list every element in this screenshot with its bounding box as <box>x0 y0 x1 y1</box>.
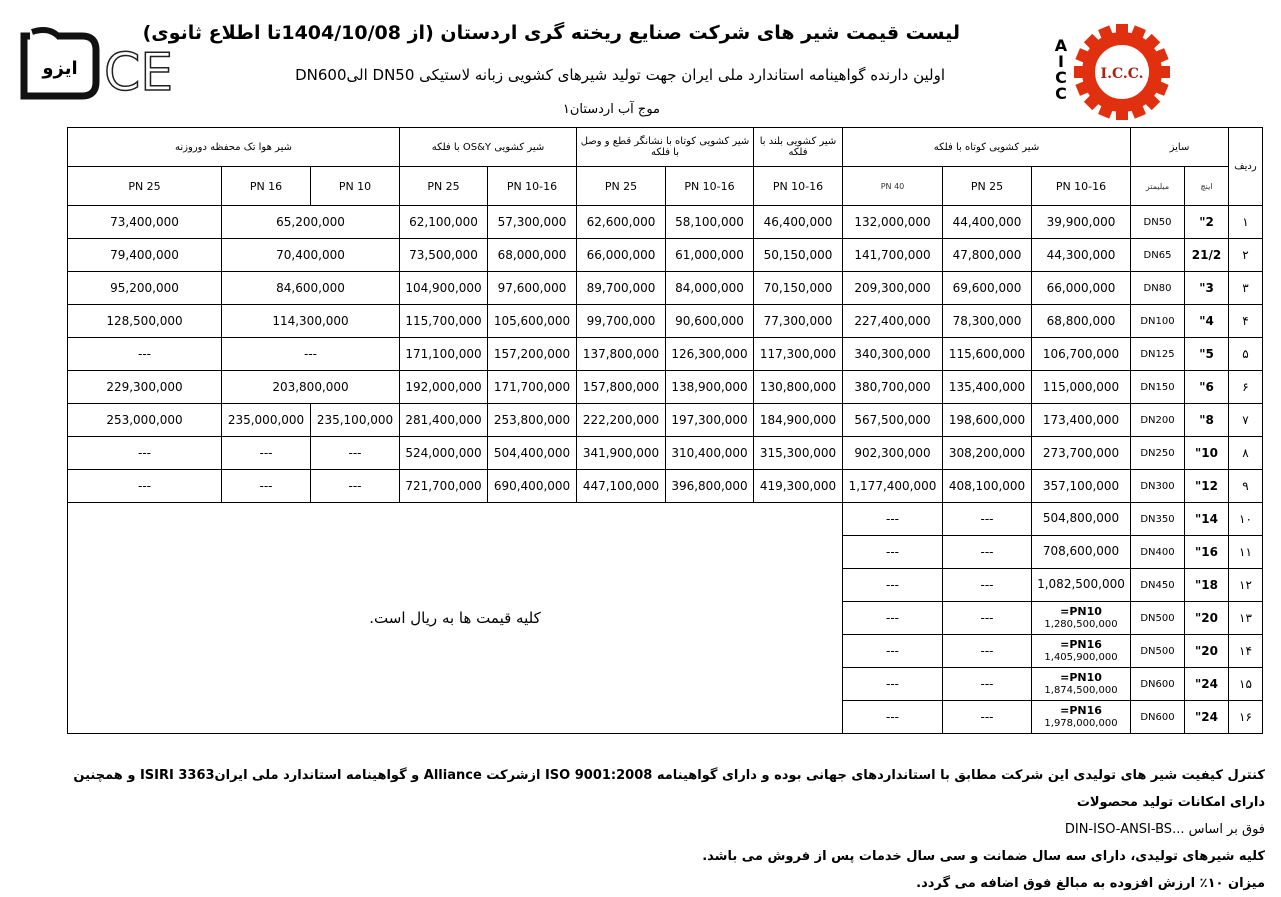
price-short-25: --- <box>943 602 1032 635</box>
row-index: ۳ <box>1229 272 1263 305</box>
price-osy-1016: 171,700,000 <box>488 371 577 404</box>
company-initials: A I C C <box>1054 36 1068 103</box>
price-short-40: 132,000,000 <box>843 206 943 239</box>
price-air-1016: 65,200,000 <box>222 206 400 239</box>
price-long-1016: 184,900,000 <box>754 404 843 437</box>
price-value: 1,405,900,000 <box>1044 651 1118 663</box>
subheader-pn1016: PN 10-16 <box>754 167 843 206</box>
svg-text:ایزو: ایزو <box>42 58 78 79</box>
svg-text:CE: CE <box>104 43 174 103</box>
price-short-25: 308,200,000 <box>943 437 1032 470</box>
subheader-pn40: PN 40 <box>843 167 943 206</box>
price-short-25: --- <box>943 503 1032 536</box>
size-inch: 18" <box>1185 569 1229 602</box>
header-long: شیر کشویی بلند با فلکه <box>754 128 843 167</box>
table-row <box>68 305 1263 338</box>
price-osy-25: 171,100,000 <box>400 338 488 371</box>
price-air-1016: 70,400,000 <box>222 239 400 272</box>
price-short-40: 380,700,000 <box>843 371 943 404</box>
price-short-1016: 173,400,000 <box>1032 404 1131 437</box>
price-osy-1016: 68,000,000 <box>488 239 577 272</box>
price-short-25: 44,400,000 <box>943 206 1032 239</box>
price-short-40: --- <box>843 635 943 668</box>
size-dn: DN350 <box>1131 503 1185 536</box>
row-index: ۸ <box>1229 437 1263 470</box>
price-short-1016 <box>1032 569 1131 602</box>
price-short-1016: 68,800,000 <box>1032 305 1131 338</box>
subheader-pn1016: PN 10-16 <box>488 167 577 206</box>
price-short-25: 115,600,000 <box>943 338 1032 371</box>
price-short-40: --- <box>843 569 943 602</box>
price-value: 504,800,000 <box>1042 511 1120 525</box>
size-inch: 20" <box>1185 602 1229 635</box>
price-indicator-1016: 138,900,000 <box>666 371 754 404</box>
size-inch: 16" <box>1185 536 1229 569</box>
footer-notes <box>40 762 1265 897</box>
price-air-1016: --- <box>222 338 400 371</box>
size-inch: 4" <box>1185 305 1229 338</box>
price-indicator-25: 99,700,000 <box>577 305 666 338</box>
size-inch: 3" <box>1185 272 1229 305</box>
price-indicator-25: 89,700,000 <box>577 272 666 305</box>
size-dn: DN65 <box>1131 239 1185 272</box>
table-row <box>68 338 1263 371</box>
footer-line-1: کنترل کیفیت شیر های تولیدی این شرکت مطابق با استانداردهای جهانی بوده و دارای گواهینامه ISO 9001:2008 ازشرکت Alliance و گواهینامه استاندارد ملی ایرانISIRI 3363 و همچنین دارای امکانات تولید محصولات <box>73 768 1265 810</box>
price-air-25: 73,400,000 <box>68 206 222 239</box>
price-long-1016: 117,300,000 <box>754 338 843 371</box>
price-osy-25: 73,500,000 <box>400 239 488 272</box>
price-air-10: --- <box>311 470 400 503</box>
price-short-1016 <box>1032 668 1131 701</box>
price-short-40: --- <box>843 668 943 701</box>
price-air-1016: 203,800,000 <box>222 371 400 404</box>
price-long-1016: 130,800,000 <box>754 371 843 404</box>
price-air-16: 235,000,000 <box>222 404 311 437</box>
price-indicator-1016: 61,000,000 <box>666 239 754 272</box>
row-index: ۲ <box>1229 239 1263 272</box>
price-short-1016 <box>1032 701 1131 734</box>
price-air-25: 128,500,000 <box>68 305 222 338</box>
size-inch: 12" <box>1185 470 1229 503</box>
header-osy: شیر کشویی OS&Y با فلکه <box>400 128 577 167</box>
size-dn: DN600 <box>1131 668 1185 701</box>
price-indicator-25: 447,100,000 <box>577 470 666 503</box>
subheader-pn25: PN 25 <box>400 167 488 206</box>
price-short-40: --- <box>843 503 943 536</box>
price-short-25: --- <box>943 668 1032 701</box>
price-short-25: 78,300,000 <box>943 305 1032 338</box>
price-short-25: 69,600,000 <box>943 272 1032 305</box>
table-row <box>68 470 1263 503</box>
price-short-1016 <box>1032 635 1131 668</box>
price-osy-25: 524,000,000 <box>400 437 488 470</box>
size-inch: 24" <box>1185 668 1229 701</box>
price-short-40: 902,300,000 <box>843 437 943 470</box>
price-short-40: 340,300,000 <box>843 338 943 371</box>
size-dn: DN80 <box>1131 272 1185 305</box>
subheader-pn25: PN 25 <box>943 167 1032 206</box>
row-index: ۱۲ <box>1229 569 1263 602</box>
price-short-1016: 66,000,000 <box>1032 272 1131 305</box>
price-value: 1,280,500,000 <box>1044 618 1118 630</box>
price-indicator-1016: 396,800,000 <box>666 470 754 503</box>
size-dn: DN500 <box>1131 602 1185 635</box>
price-short-1016: 44,300,000 <box>1032 239 1131 272</box>
price-air-10: --- <box>311 437 400 470</box>
price-short-40: --- <box>843 536 943 569</box>
price-osy-1016: 97,600,000 <box>488 272 577 305</box>
price-indicator-1016: 58,100,000 <box>666 206 754 239</box>
size-dn: DN250 <box>1131 437 1185 470</box>
price-short-25: --- <box>943 569 1032 602</box>
iso-standard-logo <box>20 28 100 104</box>
price-osy-1016: 57,300,000 <box>488 206 577 239</box>
pn-label: PN16= <box>1060 637 1102 651</box>
price-long-1016: 419,300,000 <box>754 470 843 503</box>
size-dn: DN450 <box>1131 569 1185 602</box>
header-short-handwheel: شیر کشویی کوتاه با فلکه <box>843 128 1131 167</box>
price-indicator-25: 62,600,000 <box>577 206 666 239</box>
price-air-1016: 84,600,000 <box>222 272 400 305</box>
size-dn: DN600 <box>1131 701 1185 734</box>
price-osy-25: 192,000,000 <box>400 371 488 404</box>
price-air-10: 235,100,000 <box>311 404 400 437</box>
price-short-1016 <box>1032 536 1131 569</box>
price-short-40: --- <box>843 602 943 635</box>
pn-label: PN10= <box>1060 604 1102 618</box>
price-table <box>67 127 1263 734</box>
price-indicator-1016: 90,600,000 <box>666 305 754 338</box>
row-index: ۱۴ <box>1229 635 1263 668</box>
price-short-40: 1,177,400,000 <box>843 470 943 503</box>
footer-line-2: فوق بر اساس ...DIN-ISO-ANSI-BS <box>1064 822 1265 837</box>
price-osy-1016: 690,400,000 <box>488 470 577 503</box>
row-index: ۱۶ <box>1229 701 1263 734</box>
price-air-1016: 114,300,000 <box>222 305 400 338</box>
price-value: 1,874,500,000 <box>1044 684 1118 696</box>
price-short-1016 <box>1032 503 1131 536</box>
price-short-1016: 106,700,000 <box>1032 338 1131 371</box>
price-short-1016: 273,700,000 <box>1032 437 1131 470</box>
row-index: ۱ <box>1229 206 1263 239</box>
price-short-40: 209,300,000 <box>843 272 943 305</box>
size-inch: 21/2 <box>1185 239 1229 272</box>
price-short-25: 408,100,000 <box>943 470 1032 503</box>
table-row <box>68 206 1263 239</box>
size-inch: 2" <box>1185 206 1229 239</box>
price-short-25: --- <box>943 701 1032 734</box>
price-long-1016: 50,150,000 <box>754 239 843 272</box>
price-long-1016: 315,300,000 <box>754 437 843 470</box>
price-short-1016: 357,100,000 <box>1032 470 1131 503</box>
size-dn: DN200 <box>1131 404 1185 437</box>
price-short-40: 227,400,000 <box>843 305 943 338</box>
table-row <box>68 437 1263 470</box>
size-dn: DN400 <box>1131 536 1185 569</box>
footer-line-4: میزان ۱۰٪ ارزش افزوده به مبالغ فوق اضافه می گردد. <box>916 876 1265 891</box>
price-short-25: 47,800,000 <box>943 239 1032 272</box>
price-short-1016: 39,900,000 <box>1032 206 1131 239</box>
table-row <box>68 239 1263 272</box>
price-indicator-25: 66,000,000 <box>577 239 666 272</box>
price-short-25: 198,600,000 <box>943 404 1032 437</box>
price-osy-1016: 157,200,000 <box>488 338 577 371</box>
subheader-pn25: PN 25 <box>68 167 222 206</box>
size-dn: DN150 <box>1131 371 1185 404</box>
price-osy-1016: 105,600,000 <box>488 305 577 338</box>
price-short-40: --- <box>843 701 943 734</box>
price-osy-1016: 504,400,000 <box>488 437 577 470</box>
page-title: لیست قیمت شیر های شرکت صنایع ریخته گری اردستان (از 1404/10/08تا اطلاع ثانوی) <box>142 22 960 44</box>
header-short-indicator: شیر کشویی کوتاه با نشانگر قطع و وصل با فلکه <box>577 128 754 167</box>
price-indicator-1016: 126,300,000 <box>666 338 754 371</box>
row-index: ۱۱ <box>1229 536 1263 569</box>
row-index: ۵ <box>1229 338 1263 371</box>
pn-label: PN16= <box>1060 703 1102 717</box>
subheader-pn1016: PN 10-16 <box>1032 167 1131 206</box>
currency-note: کلیه قیمت ها به ریال است. <box>68 503 843 734</box>
size-dn: DN300 <box>1131 470 1185 503</box>
price-air-16: --- <box>222 437 311 470</box>
price-osy-25: 721,700,000 <box>400 470 488 503</box>
footer-line-3: کلیه شیرهای تولیدی، دارای سه سال ضمانت و سی سال خدمات پس از فروش می باشد. <box>702 849 1265 864</box>
price-osy-25: 115,700,000 <box>400 305 488 338</box>
price-osy-25: 104,900,000 <box>400 272 488 305</box>
size-dn: DN100 <box>1131 305 1185 338</box>
price-long-1016: 70,150,000 <box>754 272 843 305</box>
row-index: ۶ <box>1229 371 1263 404</box>
size-dn: DN50 <box>1131 206 1185 239</box>
size-dn: DN500 <box>1131 635 1185 668</box>
company-gear-logo <box>1072 22 1172 122</box>
table-row <box>68 272 1263 305</box>
price-air-25: --- <box>68 338 222 371</box>
price-osy-25: 281,400,000 <box>400 404 488 437</box>
price-short-25: --- <box>943 635 1032 668</box>
header-air-valve: شیر هوا تک محفظه دوروزنه <box>68 128 400 167</box>
size-inch: 5" <box>1185 338 1229 371</box>
svg-text:I.C.C.: I.C.C. <box>1100 66 1144 82</box>
price-air-25: 229,300,000 <box>68 371 222 404</box>
price-indicator-25: 157,800,000 <box>577 371 666 404</box>
table-row <box>68 404 1263 437</box>
price-osy-25: 62,100,000 <box>400 206 488 239</box>
price-long-1016: 46,400,000 <box>754 206 843 239</box>
price-short-1016: 115,000,000 <box>1032 371 1131 404</box>
price-indicator-1016: 84,000,000 <box>666 272 754 305</box>
size-inch: 14" <box>1185 503 1229 536</box>
subheader-pn25: PN 25 <box>577 167 666 206</box>
size-inch: 10" <box>1185 437 1229 470</box>
price-value: 708,600,000 <box>1042 544 1120 558</box>
price-osy-1016: 253,800,000 <box>488 404 577 437</box>
price-short-40: 141,700,000 <box>843 239 943 272</box>
price-value: 1,082,500,000 <box>1037 577 1125 591</box>
ce-mark-logo <box>104 42 174 103</box>
price-long-1016: 77,300,000 <box>754 305 843 338</box>
row-index: ۱۰ <box>1229 503 1263 536</box>
price-value: 1,978,000,000 <box>1044 717 1118 729</box>
price-indicator-25: 137,800,000 <box>577 338 666 371</box>
price-indicator-25: 222,200,000 <box>577 404 666 437</box>
page-subtitle: اولین دارنده گواهینامه استاندارد ملی ایران جهت تولید شیرهای کشویی زبانه لاستیکی DN50 الیDN600 <box>295 66 945 84</box>
subheader-pn1016: PN 10-16 <box>666 167 754 206</box>
size-inch: 20" <box>1185 635 1229 668</box>
subheader-inch: اینچ <box>1185 167 1229 206</box>
table-row <box>68 371 1263 404</box>
price-air-16: --- <box>222 470 311 503</box>
price-short-25: 135,400,000 <box>943 371 1032 404</box>
price-short-25: --- <box>943 536 1032 569</box>
price-short-40: 567,500,000 <box>843 404 943 437</box>
row-index: ۷ <box>1229 404 1263 437</box>
price-air-25: --- <box>68 437 222 470</box>
header-row-no: ردیف <box>1229 128 1263 206</box>
row-index: ۱۵ <box>1229 668 1263 701</box>
subheader-pn10: PN 10 <box>311 167 400 206</box>
subheader-mm: میلیمتر <box>1131 167 1185 206</box>
price-air-25: --- <box>68 470 222 503</box>
price-short-1016 <box>1032 602 1131 635</box>
price-indicator-25: 341,900,000 <box>577 437 666 470</box>
header-size: سایز <box>1131 128 1229 167</box>
row-index: ۹ <box>1229 470 1263 503</box>
table-row <box>68 503 1263 536</box>
size-inch: 24" <box>1185 701 1229 734</box>
row-index: ۱۳ <box>1229 602 1263 635</box>
size-inch: 6" <box>1185 371 1229 404</box>
price-indicator-1016: 197,300,000 <box>666 404 754 437</box>
price-air-25: 253,000,000 <box>68 404 222 437</box>
size-dn: DN125 <box>1131 338 1185 371</box>
row-index: ۴ <box>1229 305 1263 338</box>
subheader-pn16: PN 16 <box>222 167 311 206</box>
price-indicator-1016: 310,400,000 <box>666 437 754 470</box>
page-subtitle-2: موج آب اردستان۱ <box>562 102 660 117</box>
price-air-25: 95,200,000 <box>68 272 222 305</box>
pn-label: PN10= <box>1060 670 1102 684</box>
size-inch: 8" <box>1185 404 1229 437</box>
price-air-25: 79,400,000 <box>68 239 222 272</box>
